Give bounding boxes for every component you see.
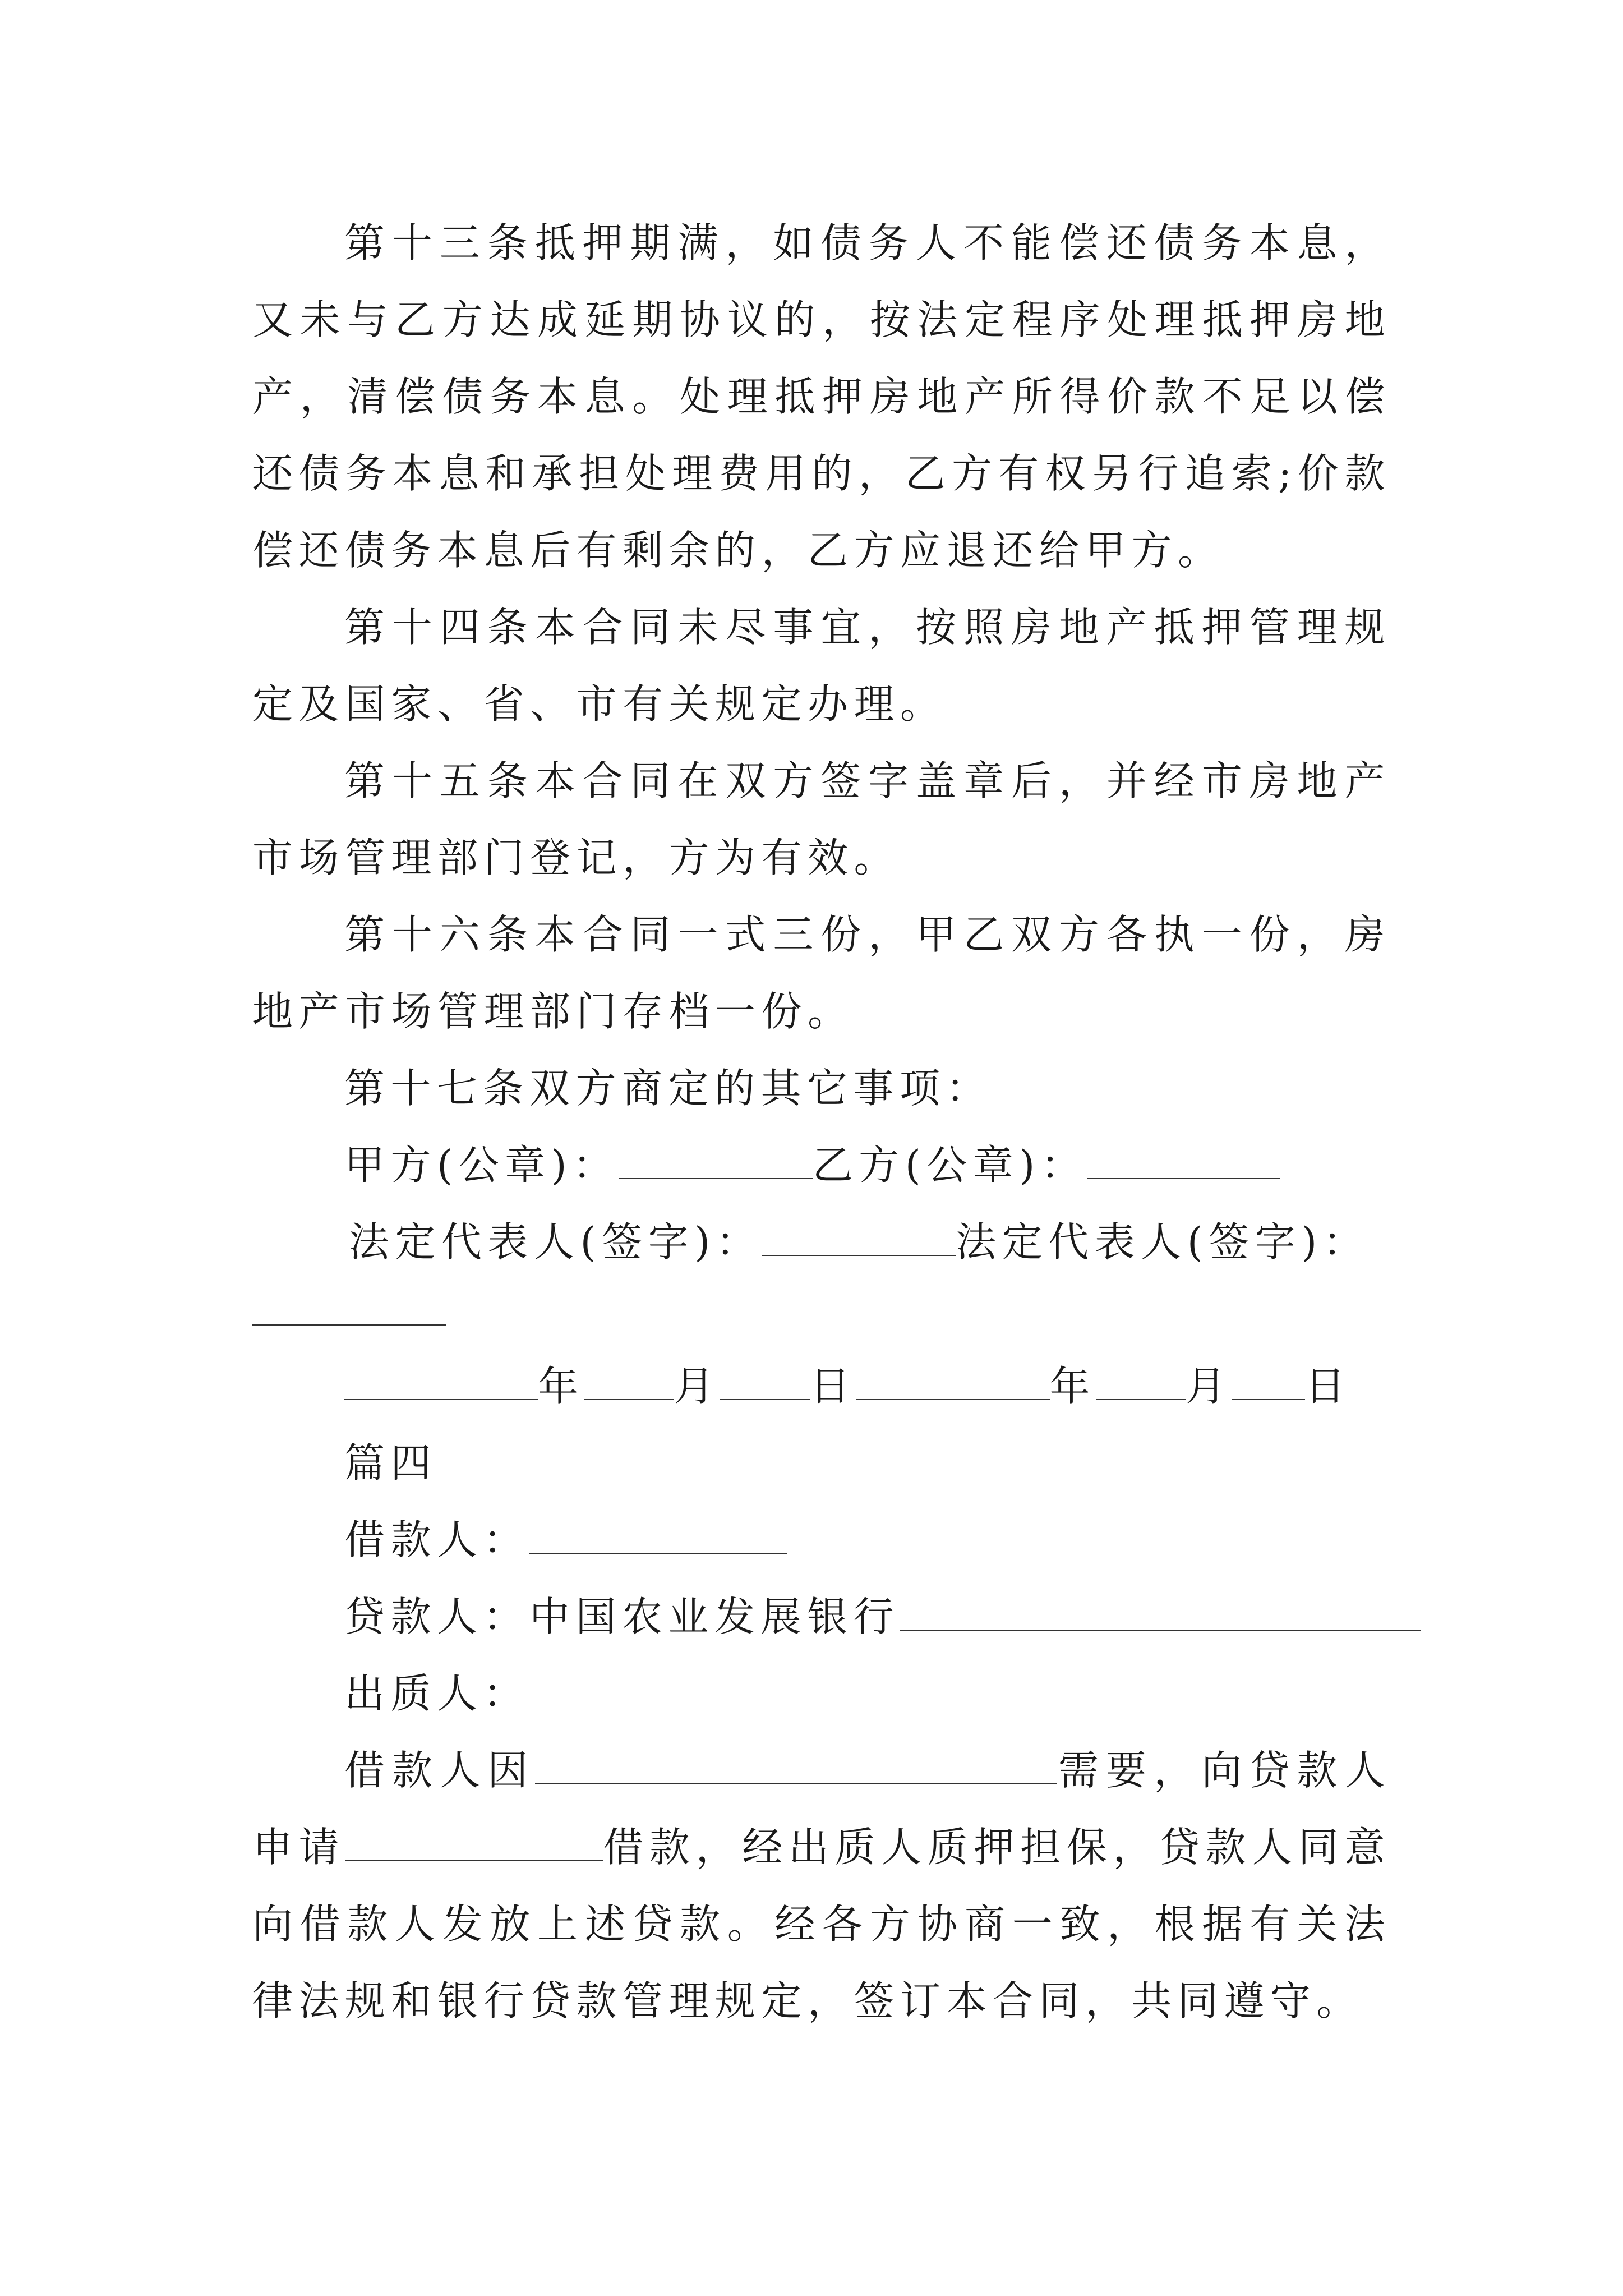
date-line <box>252 1348 1391 1425</box>
lender-name: 中国农业发展银行 <box>529 1593 900 1640</box>
date-b-day: 日 <box>1304 1363 1352 1410</box>
borrower-line <box>252 1502 1391 1579</box>
loan-amount-blank[interactable] <box>345 1826 603 1861</box>
date-b-month: 月 <box>1186 1363 1232 1410</box>
party-b-seal-blank[interactable] <box>1087 1144 1280 1179</box>
clause-14: 第十四条本合同未尽事宜，按照房地产抵押管理规定及国家、省、市有关规定办理。 <box>252 604 1391 728</box>
date-a-year: 年 <box>538 1363 584 1410</box>
rep-b-blank-line <box>252 1281 1391 1342</box>
rep-b-blank[interactable] <box>252 1291 446 1326</box>
section-title: 篇四 <box>344 1439 437 1487</box>
date-a-day-blank[interactable] <box>720 1365 810 1400</box>
date-b-day-blank[interactable] <box>1232 1365 1305 1400</box>
rep-a-label: 法定代表人(签字)： <box>349 1218 763 1266</box>
date-a-year-blank[interactable] <box>344 1365 538 1400</box>
loan-para-part1: 借款人因 <box>344 1747 536 1794</box>
lender-blank[interactable] <box>900 1596 1421 1631</box>
party-a-seal-blank[interactable] <box>619 1144 813 1179</box>
party-a-seal-label: 甲方(公章)： <box>344 1142 619 1189</box>
loan-paragraph <box>252 1732 1391 2040</box>
party-b-seal-label: 乙方(公章)： <box>812 1142 1087 1189</box>
seal-line <box>252 1127 1391 1204</box>
rep-a-blank[interactable] <box>762 1221 956 1256</box>
rep-b-label: 法定代表人(签字)： <box>956 1218 1370 1266</box>
date-a-month: 月 <box>674 1363 721 1410</box>
pledgor-line <box>252 1655 1391 1732</box>
clause-16: 第十六条本合同一式三份，甲乙双方各执一份，房地产市场管理部门存档一份。 <box>252 911 1391 1035</box>
clause-15: 第十五条本合同在双方签字盖章后，并经市房地产市场管理部门登记，方为有效。 <box>252 757 1391 881</box>
date-b-year-blank[interactable] <box>856 1365 1050 1400</box>
clause-13: 第十三条抵押期满，如债务人不能偿还债务本息，又未与乙方达成延期协议的，按法定程序处理抵押房地产，清偿债务本息。处理抵押房地产所得价款不足以偿还债务本息和承担处理费用的，乙方有权另行追索;价款偿还债务本息后有剩余的，乙方应退还给甲方。 <box>252 219 1391 574</box>
pledgor-label: 出质人： <box>344 1670 530 1717</box>
loan-para-part3: 借款，经出质人质押担保，贷款人同意向借款人发放上述贷款。经各方协商一致，根据有关法律法规和银行贷款管理规定，签订本合同，共同遵守。 <box>252 1824 1391 2024</box>
borrower-blank[interactable] <box>529 1519 787 1554</box>
lender-line <box>252 1579 1391 1655</box>
date-a-day: 日 <box>810 1363 856 1410</box>
document-page <box>252 205 1391 2040</box>
rep-line <box>252 1204 1391 1281</box>
loan-para-part2: 需要，向贷款人申请 <box>252 1747 1391 1871</box>
date-b-month-blank[interactable] <box>1096 1365 1186 1400</box>
clause-17: 第十七条双方商定的其它事项： <box>344 1065 993 1112</box>
loan-purpose-blank[interactable] <box>535 1750 1057 1784</box>
lender-label: 贷款人： <box>344 1593 530 1640</box>
date-a-month-blank[interactable] <box>584 1365 674 1400</box>
date-b-year: 年 <box>1049 1363 1096 1410</box>
borrower-label: 借款人： <box>344 1516 530 1563</box>
